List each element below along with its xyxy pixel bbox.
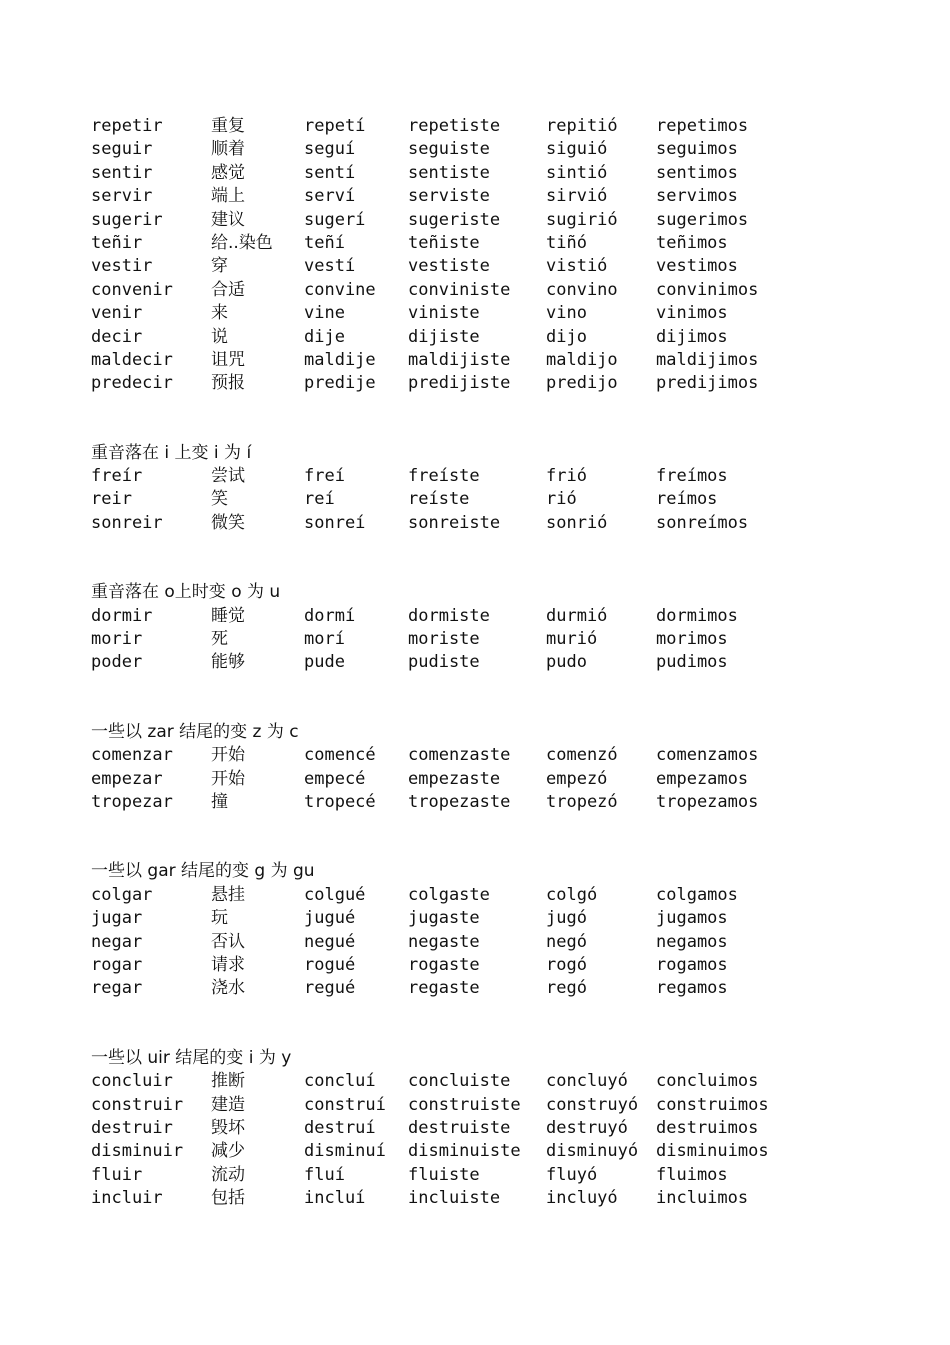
table-row — [91, 138, 891, 161]
form-el: colgó — [546, 884, 598, 905]
table-row — [91, 977, 891, 1000]
form-nosotros: maldijimos — [656, 349, 759, 370]
form-nosotros: pudimos — [656, 652, 728, 673]
form-el: comenzó — [546, 745, 618, 766]
infinitive: empezar — [91, 768, 163, 789]
infinitive: incluir — [91, 1188, 163, 1209]
table-row — [91, 1140, 891, 1163]
form-el: siguió — [546, 139, 608, 160]
chinese-meaning: 开始 — [211, 768, 245, 789]
form-nosotros: seguimos — [656, 139, 738, 160]
form-nosotros: teñimos — [656, 232, 728, 253]
chinese-meaning: 穿 — [211, 256, 228, 277]
form-nosotros: comenzamos — [656, 745, 759, 766]
form-yo: predije — [304, 373, 376, 394]
chinese-meaning: 说 — [211, 326, 228, 347]
form-tu: seguiste — [408, 139, 490, 160]
form-tu: colgaste — [408, 884, 490, 905]
form-tu: construiste — [408, 1094, 521, 1115]
form-yo: seguí — [304, 139, 356, 160]
form-nosotros: servimos — [656, 186, 738, 207]
table-row — [91, 605, 891, 628]
form-yo: incluí — [304, 1188, 366, 1209]
form-tu: dijiste — [408, 326, 480, 347]
form-nosotros: empezamos — [656, 768, 749, 789]
chinese-meaning: 减少 — [211, 1141, 245, 1162]
chinese-meaning: 包括 — [211, 1188, 245, 1209]
infinitive: disminuir — [91, 1141, 184, 1162]
chinese-meaning: 顺着 — [211, 139, 245, 160]
form-el: incluyó — [546, 1188, 618, 1209]
table-row — [91, 768, 891, 791]
table-row — [91, 884, 891, 907]
form-yo: sugerí — [304, 209, 366, 230]
chinese-meaning: 合适 — [211, 279, 245, 300]
infinitive: comenzar — [91, 745, 173, 766]
form-tu: teñiste — [408, 232, 480, 253]
form-el: sintió — [546, 162, 608, 183]
table-row — [91, 907, 891, 930]
form-el: convino — [546, 279, 618, 300]
form-el: vino — [546, 303, 587, 324]
chinese-meaning: 笑 — [211, 489, 228, 510]
form-el: murió — [546, 629, 598, 650]
form-nosotros: dormimos — [656, 605, 738, 626]
section-spacer — [91, 535, 891, 581]
form-yo: disminuí — [304, 1141, 386, 1162]
form-yo: concluí — [304, 1071, 376, 1092]
form-nosotros: freímos — [656, 466, 728, 487]
form-nosotros: destruimos — [656, 1117, 759, 1138]
form-el: repitió — [546, 116, 618, 136]
chinese-meaning: 悬挂 — [211, 884, 245, 905]
form-yo: repetí — [304, 116, 366, 136]
table-row — [91, 1094, 891, 1117]
form-yo: maldije — [304, 349, 376, 370]
form-tu: rogaste — [408, 954, 480, 975]
table-row — [91, 185, 891, 208]
form-nosotros: vestimos — [656, 256, 738, 277]
table-row — [91, 1187, 891, 1210]
form-el: empezó — [546, 768, 608, 789]
form-nosotros: negamos — [656, 931, 728, 952]
form-tu: reíste — [408, 489, 470, 510]
chinese-meaning: 撞 — [211, 791, 228, 812]
infinitive: sonreir — [91, 512, 163, 533]
form-el: frió — [546, 466, 587, 487]
table-row — [91, 209, 891, 232]
section-5 — [91, 1047, 891, 1211]
form-el: tropezó — [546, 791, 618, 812]
table-row — [91, 115, 891, 138]
chinese-meaning: 睡觉 — [211, 605, 245, 626]
form-tu: sonreiste — [408, 512, 501, 533]
chinese-meaning: 尝试 — [211, 466, 245, 487]
form-tu: empezaste — [408, 768, 501, 789]
table-row — [91, 372, 891, 395]
form-el: predijo — [546, 373, 618, 394]
form-yo: pude — [304, 652, 345, 673]
form-tu: concluiste — [408, 1071, 511, 1092]
section-0 — [91, 115, 891, 396]
form-nosotros: sugerimos — [656, 209, 749, 230]
infinitive: regar — [91, 978, 143, 999]
form-yo: comencé — [304, 745, 376, 766]
form-el: sonrió — [546, 512, 608, 533]
form-el: concluyó — [546, 1071, 628, 1092]
form-tu: freíste — [408, 466, 480, 487]
form-el: fluyó — [546, 1164, 598, 1185]
infinitive: negar — [91, 931, 143, 952]
form-yo: sonreí — [304, 512, 366, 533]
infinitive: vestir — [91, 256, 153, 277]
form-nosotros: colgamos — [656, 884, 738, 905]
table-row — [91, 791, 891, 814]
chinese-meaning: 能够 — [211, 652, 245, 673]
form-el: rió — [546, 489, 577, 510]
chinese-meaning: 预报 — [211, 373, 245, 394]
infinitive: colgar — [91, 884, 153, 905]
form-tu: disminuiste — [408, 1141, 521, 1162]
form-nosotros: dijimos — [656, 326, 728, 347]
form-nosotros: jugamos — [656, 908, 728, 929]
chinese-meaning: 端上 — [211, 186, 245, 207]
form-nosotros: vinimos — [656, 303, 728, 324]
table-row — [91, 279, 891, 302]
form-yo: colgué — [304, 884, 366, 905]
infinitive: sugerir — [91, 209, 163, 230]
table-row — [91, 326, 891, 349]
chinese-meaning: 毁坏 — [211, 1117, 245, 1138]
table-row — [91, 1117, 891, 1140]
form-nosotros: rogamos — [656, 954, 728, 975]
section-heading: 重音落在 o上时变 o 为 u — [91, 582, 281, 603]
form-el: jugó — [546, 908, 587, 929]
form-nosotros: convinimos — [656, 279, 759, 300]
form-nosotros: morimos — [656, 629, 728, 650]
infinitive: morir — [91, 629, 143, 650]
infinitive: reir — [91, 489, 132, 510]
form-tu: sugeriste — [408, 209, 501, 230]
infinitive: predecir — [91, 373, 173, 394]
form-nosotros: sonreímos — [656, 512, 749, 533]
form-tu: viniste — [408, 303, 480, 324]
form-yo: tropecé — [304, 791, 376, 812]
form-nosotros: disminuimos — [656, 1141, 769, 1162]
infinitive: fluir — [91, 1164, 143, 1185]
form-el: sugirió — [546, 209, 618, 230]
form-yo: empecé — [304, 768, 366, 789]
chinese-meaning: 请求 — [211, 954, 245, 975]
chinese-meaning: 给..染色 — [211, 232, 273, 253]
table-row — [91, 954, 891, 977]
chinese-meaning: 推断 — [211, 1071, 245, 1092]
table-row — [91, 1070, 891, 1093]
form-yo: morí — [304, 629, 345, 650]
section-heading: 一些以 gar 结尾的变 g 为 gu — [91, 861, 315, 882]
section-1 — [91, 442, 891, 536]
form-tu: vestiste — [408, 256, 490, 277]
form-el: dijo — [546, 326, 587, 347]
form-nosotros: construimos — [656, 1094, 769, 1115]
form-el: regó — [546, 978, 587, 999]
section-heading: 一些以 zar 结尾的变 z 为 c — [91, 721, 299, 742]
infinitive: servir — [91, 186, 153, 207]
chinese-meaning: 玩 — [211, 908, 228, 929]
form-yo: vine — [304, 303, 345, 324]
form-nosotros: predijimos — [656, 373, 759, 394]
infinitive: sentir — [91, 162, 153, 183]
form-el: tiñó — [546, 232, 587, 253]
form-tu: predijiste — [408, 373, 511, 394]
form-yo: sentí — [304, 162, 356, 183]
form-el: destruyó — [546, 1117, 628, 1138]
table-row — [91, 931, 891, 954]
infinitive: freír — [91, 466, 143, 487]
infinitive: tropezar — [91, 791, 173, 812]
table-row — [91, 512, 891, 535]
table-row — [91, 302, 891, 325]
chinese-meaning: 开始 — [211, 745, 245, 766]
form-nosotros: repetimos — [656, 116, 749, 136]
chinese-meaning: 建造 — [211, 1094, 245, 1115]
form-yo: destruí — [304, 1117, 376, 1138]
infinitive: concluir — [91, 1071, 173, 1092]
form-el: durmió — [546, 605, 608, 626]
form-tu: dormiste — [408, 605, 490, 626]
chinese-meaning: 建议 — [211, 209, 245, 230]
section-heading: 重音落在 i 上变 i 为 í — [91, 442, 252, 463]
form-el: disminuyó — [546, 1141, 639, 1162]
table-row — [91, 651, 891, 674]
infinitive: dormir — [91, 605, 153, 626]
table-row — [91, 349, 891, 372]
chinese-meaning: 浇水 — [211, 978, 245, 999]
chinese-meaning: 来 — [211, 303, 228, 324]
form-tu: tropezaste — [408, 791, 511, 812]
form-tu: destruiste — [408, 1117, 511, 1138]
form-el: vistió — [546, 256, 608, 277]
section-spacer — [91, 675, 891, 721]
infinitive: construir — [91, 1094, 184, 1115]
form-yo: construí — [304, 1094, 386, 1115]
table-row — [91, 465, 891, 488]
form-nosotros: concluimos — [656, 1071, 759, 1092]
section-spacer — [91, 1001, 891, 1047]
infinitive: poder — [91, 652, 143, 673]
chinese-meaning: 微笑 — [211, 512, 245, 533]
table-row — [91, 488, 891, 511]
table-row — [91, 232, 891, 255]
form-tu: maldijiste — [408, 349, 511, 370]
infinitive: rogar — [91, 954, 143, 975]
form-tu: repetiste — [408, 116, 501, 136]
form-yo: dormí — [304, 605, 356, 626]
form-tu: negaste — [408, 931, 480, 952]
section-4 — [91, 860, 891, 1000]
form-nosotros: tropezamos — [656, 791, 759, 812]
form-yo: rogué — [304, 954, 356, 975]
form-yo: dije — [304, 326, 345, 347]
form-tu: jugaste — [408, 908, 480, 929]
form-yo: reí — [304, 489, 335, 510]
form-nosotros: fluimos — [656, 1164, 728, 1185]
form-yo: jugué — [304, 908, 356, 929]
chinese-meaning: 诅咒 — [211, 349, 245, 370]
chinese-meaning: 重复 — [211, 116, 245, 136]
form-yo: convine — [304, 279, 376, 300]
form-el: negó — [546, 931, 587, 952]
table-row — [91, 628, 891, 651]
form-yo: freí — [304, 466, 345, 487]
infinitive: seguir — [91, 139, 153, 160]
form-el: construyó — [546, 1094, 639, 1115]
form-yo: vestí — [304, 256, 356, 277]
infinitive: convenir — [91, 279, 173, 300]
infinitive: maldecir — [91, 349, 173, 370]
form-tu: conviniste — [408, 279, 511, 300]
chinese-meaning: 死 — [211, 629, 228, 650]
infinitive: repetir — [91, 116, 163, 136]
form-nosotros: incluimos — [656, 1188, 749, 1209]
form-tu: sentiste — [408, 162, 490, 183]
form-tu: pudiste — [408, 652, 480, 673]
form-yo: regué — [304, 978, 356, 999]
infinitive: destruir — [91, 1117, 173, 1138]
form-el: rogó — [546, 954, 587, 975]
form-yo: serví — [304, 186, 356, 207]
infinitive: jugar — [91, 908, 143, 929]
section-spacer — [91, 814, 891, 860]
chinese-meaning: 否认 — [211, 931, 245, 952]
form-yo: teñí — [304, 232, 345, 253]
form-tu: incluiste — [408, 1188, 501, 1209]
form-tu: regaste — [408, 978, 480, 999]
chinese-meaning: 感觉 — [211, 162, 245, 183]
chinese-meaning: 流动 — [211, 1164, 245, 1185]
infinitive: decir — [91, 326, 143, 347]
infinitive: teñir — [91, 232, 143, 253]
infinitive: venir — [91, 303, 143, 324]
form-yo: fluí — [304, 1164, 345, 1185]
form-nosotros: sentimos — [656, 162, 738, 183]
form-el: pudo — [546, 652, 587, 673]
conjugation-document — [91, 115, 891, 1210]
section-2 — [91, 581, 891, 675]
form-tu: comenzaste — [408, 745, 511, 766]
section-spacer — [91, 396, 891, 442]
form-el: maldijo — [546, 349, 618, 370]
table-row — [91, 1164, 891, 1187]
form-nosotros: reímos — [656, 489, 718, 510]
form-tu: fluiste — [408, 1164, 480, 1185]
table-row — [91, 162, 891, 185]
form-nosotros: regamos — [656, 978, 728, 999]
form-tu: serviste — [408, 186, 490, 207]
section-heading: 一些以 uir 结尾的变 i 为 y — [91, 1047, 292, 1068]
form-el: sirvió — [546, 186, 608, 207]
table-row — [91, 744, 891, 767]
form-yo: negué — [304, 931, 356, 952]
table-row — [91, 255, 891, 278]
form-tu: moriste — [408, 629, 480, 650]
section-3 — [91, 721, 891, 815]
